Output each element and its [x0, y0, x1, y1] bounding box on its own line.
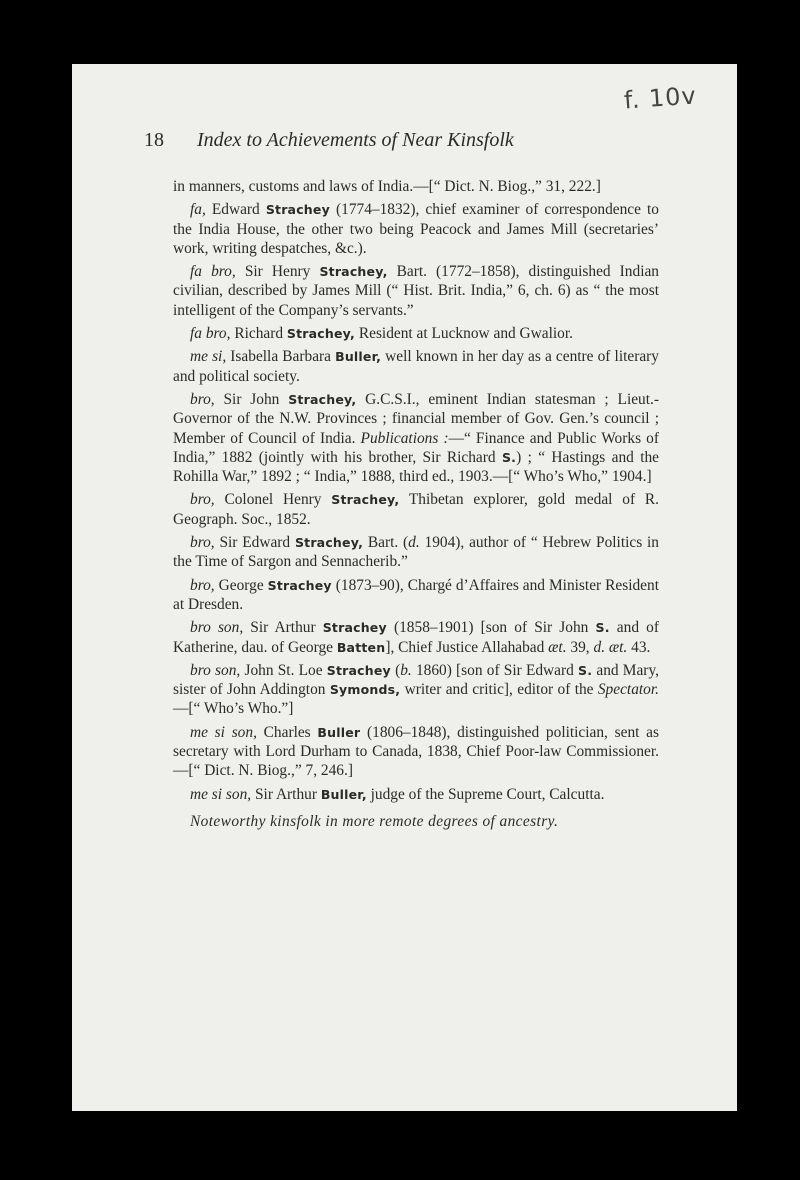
entry-text: Edward — [205, 201, 266, 219]
entry-text: Thibetan explorer, gold medal of R. Geograph. Soc., 1852. — [173, 491, 659, 528]
entry-text: 1860) [son of Sir Edward — [411, 661, 579, 679]
index-entry — [173, 347, 659, 386]
index-entry — [173, 200, 659, 258]
index-entry — [173, 262, 659, 320]
entry-text: Bart. ( — [363, 534, 409, 552]
entry-text: ) ; “ Hastings and the Rohilla War,” 1892 ; “ India,” 1888, third ed., 1903.—[“ Who’s Who,” 1904.] — [173, 448, 659, 486]
entry-text: Sir John — [214, 390, 289, 408]
surname: S. — [578, 662, 593, 678]
page-number: 18 — [144, 129, 164, 151]
entry-text: judge of the Supreme Court, Calcutta. — [366, 785, 605, 803]
surname: Strachey, — [294, 535, 364, 551]
index-entry — [173, 618, 659, 657]
entry-text: Sir Arthur — [243, 619, 323, 637]
entry-text: Sir Arthur — [251, 785, 321, 803]
relation-label: d. — [408, 534, 420, 552]
section-heading: Noteworthy kinsfolk in more remote degrees of ancestry. — [190, 812, 559, 830]
entry-text: writer and critic], editor of the — [400, 681, 598, 699]
index-entry — [173, 490, 659, 529]
relation-label: fa bro, — [190, 325, 231, 343]
entry-text: Resident at Lucknow and Gwalior. — [355, 325, 573, 343]
surname: Strachey, — [331, 492, 400, 508]
index-entry — [173, 723, 659, 781]
relation-label: me si, — [190, 348, 227, 366]
relation-label: me si son, — [190, 785, 252, 803]
surname: Strachey — [267, 577, 332, 593]
relation-label: bro son, — [190, 619, 244, 637]
book-page — [72, 64, 737, 1111]
relation-label: me si son, — [190, 723, 257, 741]
surname: Buller, — [320, 786, 367, 802]
entry-text: ( — [390, 661, 401, 679]
entry-text: —[“ Who’s Who.”] — [173, 700, 294, 718]
entry-text: Sir Henry — [235, 263, 320, 281]
entry-text: 1904), author of “ Hebrew Politics in the Time of Sargon and Sennacherib.” — [173, 534, 659, 571]
entry-text: John St. Loe — [240, 661, 327, 679]
entry-text: and of Katherine, dau. of George — [173, 619, 659, 656]
relation-label: Spectator. — [597, 681, 659, 699]
surname: Batten — [336, 639, 386, 655]
entry-text: Charles — [256, 723, 318, 741]
relation-label: bro, — [190, 491, 215, 509]
running-header — [144, 129, 664, 152]
surname: Strachey — [322, 620, 387, 636]
index-entry — [173, 785, 659, 804]
surname: Strachey — [265, 202, 330, 218]
entry-text: Isabella Barbara — [226, 348, 336, 366]
index-entry — [173, 533, 659, 572]
entry-text: Colonel Henry — [214, 491, 332, 509]
entry-text: Bart. (1772–1858), distinguished Indian civilian, described by James Mill (“ Hist. Brit. India,” 6, ch. 6) as “ the most intelligent of the Company’s servants.” — [173, 263, 660, 319]
surname: Strachey, — [286, 326, 355, 342]
surname: Buller, — [335, 349, 382, 365]
relation-label: æt. — [548, 638, 567, 656]
entry-text: 39, — [566, 638, 594, 656]
relation-label: fa bro, — [190, 263, 236, 281]
surname: Buller — [317, 724, 361, 740]
entry-text: in manners, customs and laws of India.—[“ Dict. N. Biog.,” 31, 222.] — [173, 178, 601, 195]
index-entry — [173, 177, 659, 196]
entry-text: (1858–1901) [son of Sir John — [386, 619, 596, 637]
relation-label: fa, — [190, 201, 206, 219]
relation-label: bro, — [190, 390, 215, 408]
entry-text: Sir Edward — [214, 534, 295, 552]
index-entry — [173, 390, 659, 486]
relation-label: Publications : — [360, 429, 449, 447]
entry-text: (1774–1832), chief examiner of correspondence to the India House, the other two being Peacock and James Mill (secretaries’ work, writing despatches, &c.). — [173, 201, 659, 257]
index-entry — [173, 576, 659, 615]
relation-label: bro, — [190, 534, 215, 552]
index-entries — [173, 177, 659, 835]
entry-text: well known in her day as a centre of literary and political society. — [173, 348, 659, 385]
folio-annotation: f. 10v — [623, 81, 698, 115]
entry-text: G.C.S.I., eminent Indian statesman ; Lieut.-Governor of the N.W. Provinces ; financial member of Gov. Gen.’s council ; Member of Council of India. — [173, 390, 659, 447]
relation-label: d. æt. — [593, 638, 628, 656]
surname: Strachey, — [288, 391, 357, 407]
surname: Strachey, — [319, 264, 388, 280]
index-entry — [173, 324, 659, 343]
surname: Strachey — [326, 662, 391, 678]
entry-text: and Mary, sister of John Addington — [173, 661, 659, 699]
entry-text: George — [214, 576, 268, 594]
entry-text: Richard — [230, 325, 287, 343]
entry-text: ], Chief Justice Allahabad — [385, 638, 549, 656]
surname: Symonds, — [329, 682, 401, 698]
relation-label: b. — [400, 661, 412, 679]
page-title: Index to Achievements of Near Kinsfolk — [197, 129, 514, 151]
surname: S. — [501, 449, 517, 465]
entry-text: (1873–90), Chargé d’Affaires and Minister Resident at Dresden. — [173, 576, 659, 613]
surname: S. — [595, 620, 610, 636]
relation-label: bro son, — [190, 661, 241, 679]
entry-text: (1806–1848), distinguished politician, sent as secretary with Lord Durham to Canada, 1838, Chief Poor-law Commissioner.—[“ Dict. N. Biog.,” 7, 246.] — [173, 723, 659, 780]
index-entry — [173, 661, 659, 719]
entry-text: 43. — [627, 638, 651, 656]
relation-label: bro, — [190, 576, 215, 594]
entry-text: —“ Finance and Public Works of India,” 1882 (jointly with his brother, Sir Richard — [173, 429, 659, 466]
